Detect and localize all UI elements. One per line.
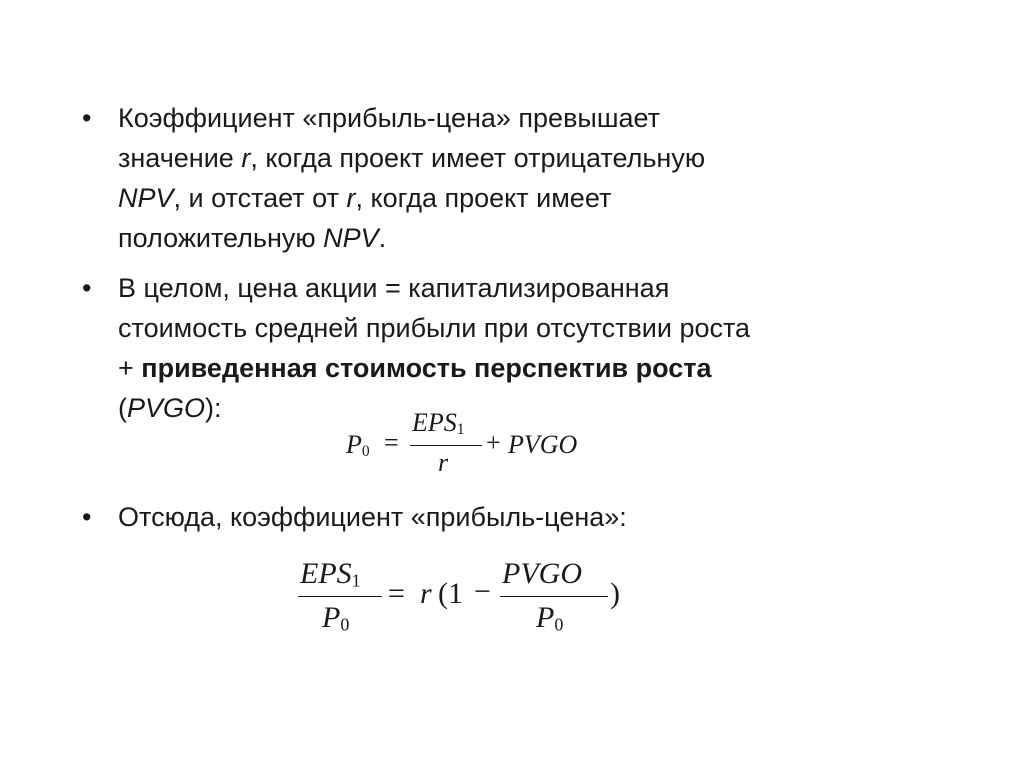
formula1-denominator: r — [438, 448, 449, 477]
formula1-pvgo: PVGO — [508, 430, 578, 459]
pvgo-emphasis: приведенная стоимость перспектив роста — [141, 353, 712, 383]
bullet2-line1: • В целом, цена акции = капитализированная — [118, 273, 670, 303]
var-npv: NPV — [118, 183, 174, 213]
bullet-share-price — [82, 268, 962, 428]
var-npv: NPV — [323, 223, 379, 253]
formula2-inner-denominator: $P_0$ — [536, 601, 564, 635]
formula1-fraction-bar — [410, 445, 482, 446]
formula2-numerator: $EPS_1$ — [300, 557, 361, 591]
bullet2-line4: (PVGO): — [118, 393, 222, 423]
formula2-r: r — [420, 577, 432, 610]
formula2-equals: = — [388, 577, 405, 610]
bullet-pe-ratio-vs-r — [82, 98, 962, 258]
formula-share-price — [346, 408, 616, 478]
bullet2-line3: + приведенная стоимость перспектив роста — [118, 353, 712, 383]
bullet1-line3: NPV, и отстает от r, когда проект имеет — [118, 183, 612, 213]
formula1-plus: + — [486, 428, 501, 457]
formula2-minus: − — [474, 575, 491, 608]
formula2-close: ) — [610, 577, 620, 610]
formula1-numerator: $EPS_1$ — [412, 408, 465, 439]
bullet2-line2: стоимость средней прибыли при отсутствии роста — [118, 313, 751, 343]
formula2-denominator: $P_0$ — [322, 601, 350, 635]
bullet-list — [82, 98, 962, 438]
formula2-open: (1 — [438, 577, 463, 610]
var-r: r — [241, 143, 251, 173]
var-pvgo: PVGO — [127, 393, 206, 423]
bullet3-line1: • Отсюда, коэффициент «прибыль-цена»: — [118, 502, 627, 532]
formula2-inner-fraction-bar — [500, 596, 608, 597]
formula2-fraction-bar — [298, 596, 382, 597]
var-r: r — [346, 183, 356, 213]
bullet1-line1: • Коэффициент «прибыль-цена» превышает — [118, 103, 660, 133]
bullet1-line2: значение r, когда проект имеет отрицательную — [118, 143, 706, 173]
formula1-equals: = — [384, 428, 399, 457]
formula1-lhs: $P_0$ — [346, 430, 370, 461]
bullet-hence — [82, 497, 962, 537]
formula-pe-ratio — [296, 553, 636, 643]
bullet-list-2 — [82, 497, 962, 547]
bullet1-line4: положительную NPV. — [118, 223, 387, 253]
formula2-inner-numerator: PVGO — [502, 557, 582, 590]
